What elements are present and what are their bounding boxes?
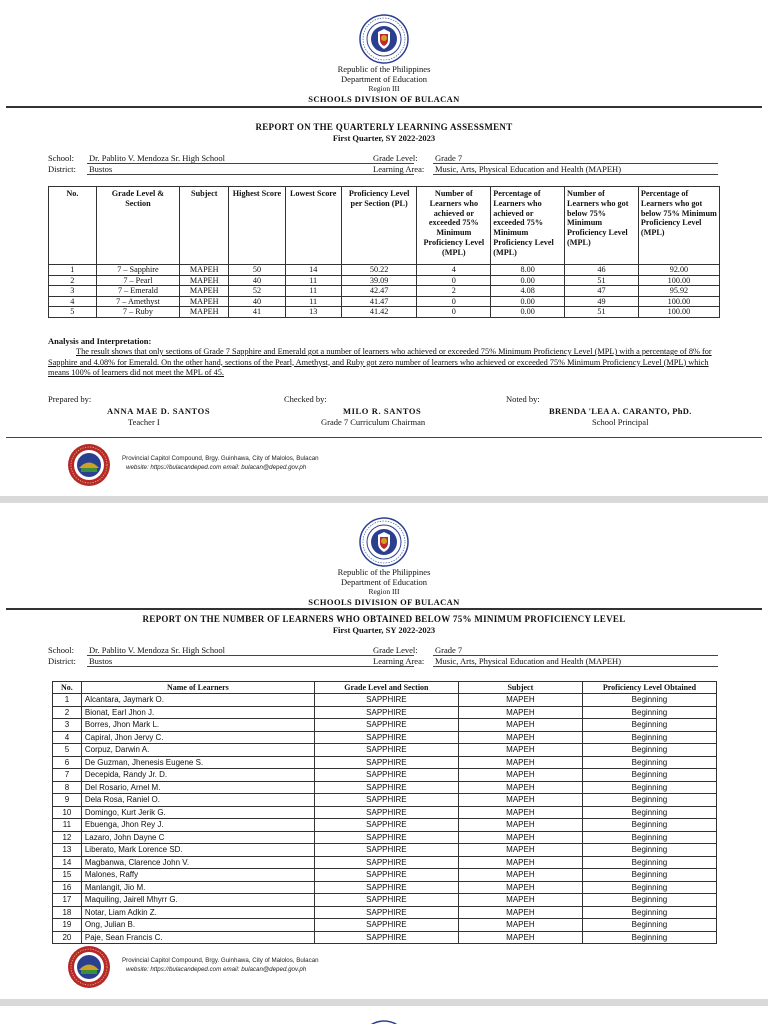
grade-section: SAPPHIRE bbox=[314, 706, 458, 719]
noted-by-name: BRENDA 'LEA A. CARANTO, PhD. bbox=[549, 406, 692, 416]
table-row bbox=[53, 831, 717, 844]
school-label: School: bbox=[48, 645, 74, 655]
grade-section: SAPPHIRE bbox=[314, 719, 458, 732]
learning-area-field bbox=[373, 164, 622, 174]
report-title: REPORT ON THE QUARTERLY LEARNING ASSESSMENT bbox=[255, 122, 513, 132]
proficiency-level: Beginning bbox=[582, 731, 716, 744]
row-pct-achieved: 0.00 bbox=[491, 275, 565, 286]
col-pct-below: Percentage of Learners who got below 75% Minimum Proficiency Level (MPL) bbox=[638, 187, 719, 265]
row-no: 19 bbox=[53, 919, 82, 932]
learner-name: Notar, Liam Adkin Z. bbox=[81, 906, 314, 919]
grade-section: SAPPHIRE bbox=[314, 694, 458, 707]
footer-contact: website: https://bulacandeped.com email: bulacan@deped.gov.ph bbox=[126, 966, 307, 973]
learning-area-label: Learning Area: bbox=[373, 656, 425, 666]
row-pct-below: 100.00 bbox=[638, 275, 719, 286]
col-pct-achieved: Percentage of Learners who achieved or exceeded 75% Minimum Proficiency Level (MPL) bbox=[491, 187, 565, 265]
col-name: Name of Learners bbox=[81, 682, 314, 694]
subject: MAPEH bbox=[458, 706, 582, 719]
row-num-achieved: 0 bbox=[417, 296, 491, 307]
row-lowest: 11 bbox=[285, 296, 341, 307]
footer-contact: website: https://bulacandeped.com email: bulacan@deped.gov.ph bbox=[126, 464, 307, 471]
row-lowest: 11 bbox=[285, 286, 341, 297]
row-no: 15 bbox=[53, 869, 82, 882]
col-proficiency-level: Proficiency Level Obtained bbox=[582, 682, 716, 694]
row-subject: MAPEH bbox=[180, 296, 229, 307]
deped-seal-icon bbox=[359, 517, 409, 567]
grade-section: SAPPHIRE bbox=[314, 844, 458, 857]
proficiency-level: Beginning bbox=[582, 819, 716, 832]
subject: MAPEH bbox=[458, 881, 582, 894]
learning-area-value: Music, Arts, Physical Education and Health (MAPEH) bbox=[433, 656, 718, 667]
row-num-below: 51 bbox=[565, 275, 639, 286]
table-row bbox=[53, 856, 717, 869]
deped-seal-icon bbox=[359, 1020, 409, 1024]
row-lowest: 14 bbox=[285, 265, 341, 276]
col-num-below: Number of Learners who got below 75% Minimum Proficiency Level (MPL) bbox=[565, 187, 639, 265]
col-section: Grade Level & Section bbox=[96, 187, 180, 265]
noted-by-label: Noted by: bbox=[506, 394, 540, 404]
school-field bbox=[48, 153, 225, 163]
learner-name: Capiral, Jhon Jervy C. bbox=[81, 731, 314, 744]
republic-line: Republic of the Philippines bbox=[337, 567, 431, 577]
footer-address: Provincial Capitol Compound, Brgy. Guinhawa, City of Malolos, Bulacan bbox=[122, 455, 319, 462]
row-num-below: 49 bbox=[565, 296, 639, 307]
row-no: 4 bbox=[49, 296, 97, 307]
prepared-by-name: ANNA MAE D. SANTOS bbox=[107, 406, 211, 416]
grade-section: SAPPHIRE bbox=[314, 906, 458, 919]
footer-rule bbox=[6, 437, 762, 438]
subject: MAPEH bbox=[458, 919, 582, 932]
row-no: 8 bbox=[53, 781, 82, 794]
row-num-achieved: 2 bbox=[417, 286, 491, 297]
report-page-3-partial bbox=[0, 1006, 768, 1024]
row-pct-achieved: 8.00 bbox=[491, 265, 565, 276]
grade-label: Grade Level: bbox=[373, 645, 418, 655]
row-section: 7 – Emerald bbox=[96, 286, 180, 297]
noted-by-title: School Principal bbox=[592, 417, 649, 427]
row-highest: 40 bbox=[229, 296, 285, 307]
report-page-2 bbox=[0, 503, 768, 999]
grade-section: SAPPHIRE bbox=[314, 894, 458, 907]
prepared-by-label: Prepared by: bbox=[48, 394, 92, 404]
proficiency-level: Beginning bbox=[582, 706, 716, 719]
checked-by-label: Checked by: bbox=[284, 394, 327, 404]
subject: MAPEH bbox=[458, 694, 582, 707]
bulacan-province-logo-icon bbox=[67, 443, 111, 487]
row-highest: 41 bbox=[229, 307, 285, 318]
row-no: 3 bbox=[49, 286, 97, 297]
learners-table-body bbox=[53, 694, 717, 944]
assessment-table bbox=[48, 186, 720, 318]
proficiency-level: Beginning bbox=[582, 831, 716, 844]
table-row bbox=[53, 844, 717, 857]
subject: MAPEH bbox=[458, 769, 582, 782]
subject: MAPEH bbox=[458, 931, 582, 944]
learner-name: Manlangit, Jio M. bbox=[81, 881, 314, 894]
report-subtitle: First Quarter, SY 2022-2023 bbox=[332, 133, 436, 143]
row-no: 10 bbox=[53, 806, 82, 819]
subject: MAPEH bbox=[458, 844, 582, 857]
division-line: SCHOOLS DIVISION OF BULACAN bbox=[308, 597, 460, 607]
row-no: 18 bbox=[53, 906, 82, 919]
col-lowest: Lowest Score bbox=[285, 187, 341, 265]
row-section: 7 – Pearl bbox=[96, 275, 180, 286]
analysis-heading: Analysis and Interpretation: bbox=[48, 336, 152, 346]
learner-name: Malones, Raffy bbox=[81, 869, 314, 882]
subject: MAPEH bbox=[458, 894, 582, 907]
table-row bbox=[49, 307, 720, 318]
analysis-text: The result shows that only sections of Grade 7 Sapphire and Emerald got a number of learners who achieved or exceeded 75% Minimum Proficiency Level (MPL) with a percentage of 8% for Sapphire and 4.08% for Emerald. On the other hand, sections of the Pearl, Amethyst, and Ruby got zero number of learners who achieved or exceeded 75% Minimum Proficiency Level (MPL) which means 100% of learners did not meet the MPL of 45. bbox=[48, 347, 712, 377]
row-section: 7 – Sapphire bbox=[96, 265, 180, 276]
proficiency-level: Beginning bbox=[582, 719, 716, 732]
row-proficiency: 39.09 bbox=[341, 275, 417, 286]
learner-name: Maquiling, Jairell Mhyrr G. bbox=[81, 894, 314, 907]
grade-section: SAPPHIRE bbox=[314, 731, 458, 744]
learner-name: De Guzman, Jhenesis Eugene S. bbox=[81, 756, 314, 769]
subject: MAPEH bbox=[458, 806, 582, 819]
row-proficiency: 50.22 bbox=[341, 265, 417, 276]
subject: MAPEH bbox=[458, 744, 582, 757]
grade-section: SAPPHIRE bbox=[314, 756, 458, 769]
grade-section: SAPPHIRE bbox=[314, 794, 458, 807]
learner-name: Paje, Sean Francis C. bbox=[81, 931, 314, 944]
subject: MAPEH bbox=[458, 869, 582, 882]
table-row bbox=[53, 769, 717, 782]
row-no: 14 bbox=[53, 856, 82, 869]
row-num-achieved: 4 bbox=[417, 265, 491, 276]
col-no: No. bbox=[49, 187, 97, 265]
row-no: 13 bbox=[53, 844, 82, 857]
row-no: 20 bbox=[53, 931, 82, 944]
proficiency-level: Beginning bbox=[582, 856, 716, 869]
row-num-below: 47 bbox=[565, 286, 639, 297]
school-value: Dr. Pablito V. Mendoza Sr. High School bbox=[87, 645, 414, 656]
row-subject: MAPEH bbox=[180, 286, 229, 297]
table-row bbox=[53, 719, 717, 732]
learning-area-value: Music, Arts, Physical Education and Health (MAPEH) bbox=[433, 164, 718, 175]
grade-section: SAPPHIRE bbox=[314, 831, 458, 844]
proficiency-level: Beginning bbox=[582, 844, 716, 857]
row-no: 1 bbox=[49, 265, 97, 276]
division-line: SCHOOLS DIVISION OF BULACAN bbox=[308, 94, 460, 104]
row-highest: 52 bbox=[229, 286, 285, 297]
learner-name: Bionat, Earl Jhon J. bbox=[81, 706, 314, 719]
table-row bbox=[53, 744, 717, 757]
row-subject: MAPEH bbox=[180, 307, 229, 318]
subject: MAPEH bbox=[458, 856, 582, 869]
report-subtitle: First Quarter, SY 2022-2023 bbox=[332, 625, 436, 635]
row-no: 2 bbox=[53, 706, 82, 719]
grade-section: SAPPHIRE bbox=[314, 931, 458, 944]
table-row bbox=[53, 781, 717, 794]
table-row bbox=[49, 275, 720, 286]
school-field bbox=[48, 645, 225, 655]
subject: MAPEH bbox=[458, 731, 582, 744]
learner-name: Ong, Julian B. bbox=[81, 919, 314, 932]
proficiency-level: Beginning bbox=[582, 744, 716, 757]
learner-name: Domingo, Kurt Jerik G. bbox=[81, 806, 314, 819]
district-label: District: bbox=[48, 164, 76, 174]
school-label: School: bbox=[48, 153, 74, 163]
grade-section: SAPPHIRE bbox=[314, 781, 458, 794]
grade-section: SAPPHIRE bbox=[314, 769, 458, 782]
proficiency-level: Beginning bbox=[582, 906, 716, 919]
row-proficiency: 42.47 bbox=[341, 286, 417, 297]
department-line: Department of Education bbox=[341, 74, 427, 84]
row-section: 7 – Ruby bbox=[96, 307, 180, 318]
district-value: Bustos bbox=[87, 164, 414, 175]
district-label: District: bbox=[48, 656, 76, 666]
row-no: 2 bbox=[49, 275, 97, 286]
header-rule bbox=[6, 106, 762, 108]
grade-value: Grade 7 bbox=[433, 153, 718, 164]
prepared-by-title: Teacher I bbox=[128, 417, 160, 427]
table-row bbox=[53, 869, 717, 882]
table-row bbox=[53, 894, 717, 907]
assessment-header-row bbox=[49, 187, 720, 265]
table-row bbox=[53, 881, 717, 894]
table-row bbox=[49, 296, 720, 307]
row-no: 7 bbox=[53, 769, 82, 782]
republic-line: Republic of the Philippines bbox=[337, 64, 431, 74]
learner-name: Liberato, Mark Lorence SD. bbox=[81, 844, 314, 857]
table-row bbox=[53, 756, 717, 769]
row-num-below: 51 bbox=[565, 307, 639, 318]
subject: MAPEH bbox=[458, 719, 582, 732]
deped-seal-icon bbox=[359, 14, 409, 64]
proficiency-level: Beginning bbox=[582, 694, 716, 707]
bulacan-province-logo-icon bbox=[67, 945, 111, 989]
table-row bbox=[53, 731, 717, 744]
proficiency-level: Beginning bbox=[582, 894, 716, 907]
row-pct-below: 92.00 bbox=[638, 265, 719, 276]
region-line: Region III bbox=[368, 84, 400, 93]
row-lowest: 11 bbox=[285, 275, 341, 286]
proficiency-level: Beginning bbox=[582, 931, 716, 944]
col-no: No. bbox=[53, 682, 82, 694]
checked-by-title: Grade 7 Curriculum Chairman bbox=[321, 417, 426, 427]
row-no: 12 bbox=[53, 831, 82, 844]
table-row bbox=[53, 906, 717, 919]
table-row bbox=[53, 694, 717, 707]
row-no: 9 bbox=[53, 794, 82, 807]
row-highest: 50 bbox=[229, 265, 285, 276]
subject: MAPEH bbox=[458, 794, 582, 807]
table-row bbox=[53, 794, 717, 807]
proficiency-level: Beginning bbox=[582, 806, 716, 819]
table-row bbox=[49, 265, 720, 276]
learners-header-row bbox=[53, 682, 717, 694]
row-subject: MAPEH bbox=[180, 265, 229, 276]
proficiency-level: Beginning bbox=[582, 881, 716, 894]
row-no: 3 bbox=[53, 719, 82, 732]
department-line: Department of Education bbox=[341, 577, 427, 587]
col-highest: Highest Score bbox=[229, 187, 285, 265]
learner-name: Corpuz, Darwin A. bbox=[81, 744, 314, 757]
grade-section: SAPPHIRE bbox=[314, 919, 458, 932]
row-no: 5 bbox=[53, 744, 82, 757]
learner-name: Alcantara, Jaymark O. bbox=[81, 694, 314, 707]
row-pct-achieved: 4.08 bbox=[491, 286, 565, 297]
district-field bbox=[48, 656, 113, 666]
proficiency-level: Beginning bbox=[582, 781, 716, 794]
proficiency-level: Beginning bbox=[582, 769, 716, 782]
row-no: 6 bbox=[53, 756, 82, 769]
footer-address: Provincial Capitol Compound, Brgy. Guinhawa, City of Malolos, Bulacan bbox=[122, 957, 319, 964]
col-subject: Subject bbox=[180, 187, 229, 265]
row-no: 5 bbox=[49, 307, 97, 318]
col-num-achieved: Number of Learners who achieved or exceeded 75% Minimum Proficiency Level (MPL) bbox=[417, 187, 491, 265]
grade-section: SAPPHIRE bbox=[314, 819, 458, 832]
grade-section: SAPPHIRE bbox=[314, 806, 458, 819]
col-subject: Subject bbox=[458, 682, 582, 694]
row-proficiency: 41.47 bbox=[341, 296, 417, 307]
table-row bbox=[53, 819, 717, 832]
subject: MAPEH bbox=[458, 906, 582, 919]
district-field bbox=[48, 164, 113, 174]
learning-area-label: Learning Area: bbox=[373, 164, 425, 174]
grade-section: SAPPHIRE bbox=[314, 856, 458, 869]
subject: MAPEH bbox=[458, 756, 582, 769]
row-proficiency: 41.42 bbox=[341, 307, 417, 318]
grade-section: SAPPHIRE bbox=[314, 881, 458, 894]
row-num-below: 46 bbox=[565, 265, 639, 276]
grade-label: Grade Level: bbox=[373, 153, 418, 163]
checked-by-name: MILO R. SANTOS bbox=[343, 406, 422, 416]
table-row bbox=[49, 286, 720, 297]
grade-value: Grade 7 bbox=[433, 645, 718, 656]
row-num-achieved: 0 bbox=[417, 275, 491, 286]
proficiency-level: Beginning bbox=[582, 869, 716, 882]
row-lowest: 13 bbox=[285, 307, 341, 318]
proficiency-level: Beginning bbox=[582, 919, 716, 932]
learner-name: Decepida, Randy Jr. D. bbox=[81, 769, 314, 782]
report-page-1 bbox=[0, 0, 768, 496]
subject: MAPEH bbox=[458, 831, 582, 844]
table-row bbox=[53, 706, 717, 719]
proficiency-level: Beginning bbox=[582, 794, 716, 807]
report-title: REPORT ON THE NUMBER OF LEARNERS WHO OBTAINED BELOW 75% MINIMUM PROFICIENCY LEVEL bbox=[142, 614, 626, 624]
region-line: Region III bbox=[368, 587, 400, 596]
row-pct-below: 95.92 bbox=[638, 286, 719, 297]
proficiency-level: Beginning bbox=[582, 756, 716, 769]
table-row bbox=[53, 806, 717, 819]
learner-name: Lazaro, John Dayne C bbox=[81, 831, 314, 844]
col-grade-section: Grade Level and Section bbox=[314, 682, 458, 694]
grade-section: SAPPHIRE bbox=[314, 869, 458, 882]
row-pct-below: 100.00 bbox=[638, 307, 719, 318]
grade-field bbox=[373, 153, 463, 163]
learning-area-field bbox=[373, 656, 622, 666]
grade-field bbox=[373, 645, 463, 655]
row-no: 1 bbox=[53, 694, 82, 707]
subject: MAPEH bbox=[458, 781, 582, 794]
row-section: 7 – Amethyst bbox=[96, 296, 180, 307]
col-proficiency: Proficiency Level per Section (PL) bbox=[341, 187, 417, 265]
learners-table bbox=[52, 681, 717, 944]
row-subject: MAPEH bbox=[180, 275, 229, 286]
row-no: 11 bbox=[53, 819, 82, 832]
district-value: Bustos bbox=[87, 656, 414, 667]
row-no: 17 bbox=[53, 894, 82, 907]
learner-name: Del Rosario, Arnel M. bbox=[81, 781, 314, 794]
learner-name: Magbanwa, Clarence John V. bbox=[81, 856, 314, 869]
header-rule bbox=[6, 608, 762, 610]
row-no: 16 bbox=[53, 881, 82, 894]
row-pct-achieved: 0.00 bbox=[491, 307, 565, 318]
learner-name: Dela Rosa, Raniel O. bbox=[81, 794, 314, 807]
learner-name: Borres, Jhon Mark L. bbox=[81, 719, 314, 732]
row-highest: 40 bbox=[229, 275, 285, 286]
learner-name: Ebuenga, Jhon Rey J. bbox=[81, 819, 314, 832]
grade-section: SAPPHIRE bbox=[314, 744, 458, 757]
school-value: Dr. Pablito V. Mendoza Sr. High School bbox=[87, 153, 414, 164]
row-num-achieved: 0 bbox=[417, 307, 491, 318]
row-no: 4 bbox=[53, 731, 82, 744]
row-pct-achieved: 0.00 bbox=[491, 296, 565, 307]
subject: MAPEH bbox=[458, 819, 582, 832]
row-pct-below: 100.00 bbox=[638, 296, 719, 307]
table-row bbox=[53, 931, 717, 944]
table-row bbox=[53, 919, 717, 932]
